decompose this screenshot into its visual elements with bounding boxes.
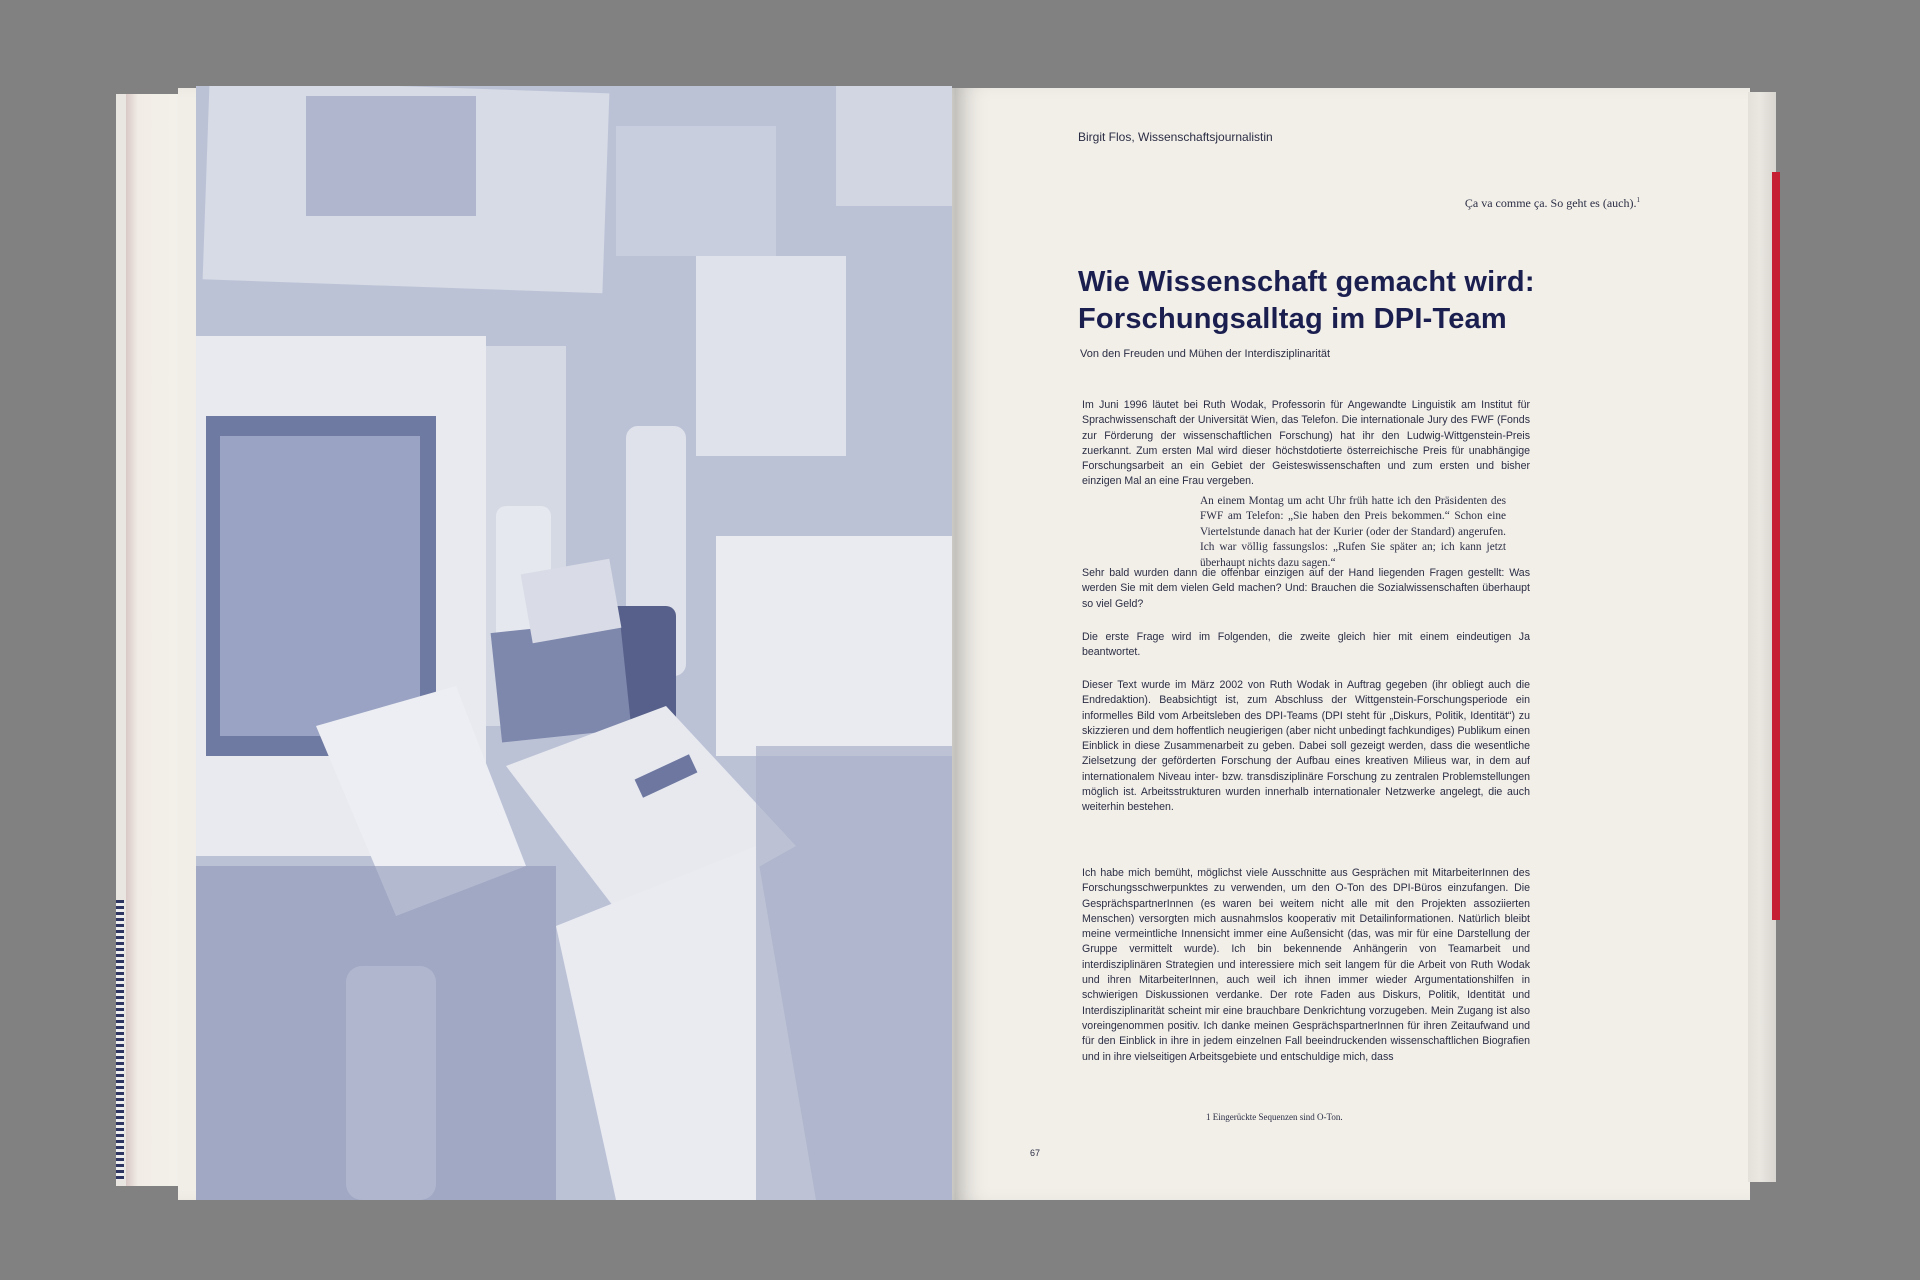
paragraph-method: Ich habe mich bemüht, möglichst viele Ausschnitte aus Gesprächen mit MitarbeiterInnen des Forschungsschwerpunktes zu verwenden, um den O-Ton des DPI-Büros einzufangen. Die GesprächspartnerInnen (es waren bei weitem nicht alle mit den Projekten assoziierten Menschen) versorgten mich ausnahmslos kooperativ mit Detailinformationen. Natürlich bleibt meine vermeintliche Innensicht immer eine Außensicht (das, was mir für eine Darstellung der Gruppe vermittelt wurde). Ich bin bekennende Anhängerin von Teamarbeit und interdisziplinären Strategien und interessiere mich seit langem für die Arbeit von Ruth Wodak und ihren MitarbeiterInnen, auch weil ich ihnen immer wieder Argumentationshilfen in schwierigen Diskussionen verdanke. Der rote Faden aus Diskurs, Politik, Identität und Interdisziplinarität scheint mir eine brauchbare Denkrichtung vorzugeben. Mein Zugang ist also voreingenommen positiv. Ich danke meinen GesprächspartnerInnen für ihren Zeitaufwand und für den Einblick in ihre in jedem einzelnen Fall beeindruckenden wissenschaftlichen Biografien und in ihre vielseitigen Arbeitsgebiete und entschuldige mich, dass bbox=[1082, 867, 1530, 1063]
epigraph-footnote-marker: 1 bbox=[1636, 196, 1640, 204]
paragraph-intro: Im Juni 1996 läutet bei Ruth Wodak, Professorin für Angewandte Linguistik am Institut für Sprachwissenschaft der Universität Wien, das Telefon. Die internationale Jury des FWF (Fonds zur Förderung der wissenschaftlichen Forschung) hat ihr den Ludwig-Wittgenstein-Preis zuerkannt. Zum ersten Mal wird dieser höchstdotierte österreichische Preis für unabhängige Forschungsarbeit an ein Gebiet der Geisteswissenschaften und zum ersten und bisher einzigen Mal an eine Frau vergeben. bbox=[1082, 399, 1530, 488]
article-subtitle: Von den Freuden und Mühen der Interdisziplinarität bbox=[1080, 348, 1331, 360]
title-line-2: Forschungsalltag im DPI-Team bbox=[1078, 303, 1507, 335]
indented-quote: An einem Montag um acht Uhr früh hatte ich den Präsidenten des FWF am Telefon: „Sie haben den Preis bekommen.“ Schon eine Viertelstunde danach hat der Kurier (oder der Standard) angerufen. Ich war völlig fassungslos: „Rufen Sie später an; ich kann jetzt überhaupt nichts dazu sagen.“ bbox=[1200, 495, 1506, 569]
paragraph-answer: Die erste Frage wird im Folgenden, die zweite gleich hier mit einem eindeutigen Ja beantwortet. bbox=[1082, 631, 1530, 659]
article-title bbox=[1078, 264, 1535, 338]
footnote: 1 Eingerückte Sequenzen sind O-Ton. bbox=[1206, 1112, 1343, 1122]
binding-edge bbox=[116, 900, 124, 1180]
desk-photo bbox=[196, 86, 952, 1200]
epigraph bbox=[1210, 196, 1640, 211]
title-line-1: Wie Wissenschaft gemacht wird: bbox=[1078, 266, 1535, 298]
page-number: 67 bbox=[1030, 1148, 1041, 1158]
red-page-tab bbox=[1772, 172, 1780, 920]
author-line: Birgit Flos, Wissenschaftsjournalistin bbox=[1078, 130, 1273, 144]
epigraph-text: Ça va comme ça. So geht es (auch). bbox=[1464, 196, 1637, 210]
paragraph-purpose: Dieser Text wurde im März 2002 von Ruth Wodak in Auftrag gegeben (ihr obliegt auch die Endredaktion). Beabsichtigt ist, zum Abschluss der Wittgenstein-Forschungsperiode ein informelles Bild vom Arbeitsleben des DPI-Teams (DPI steht für „Diskurs, Politik, Identität“) zu skizzieren und dem hoffentlich neugierigen (aber nicht unbedingt fachkundiges) Publikum einen Einblick in diese Zusammenarbeit zu geben. Dabei soll gezeigt werden, dass die wesentliche Zielsetzung der geförderten Forschung der Aufbau eines kreativen Milieus war, in dem auf internationalem Niveau inter- bzw. transdisziplinäre Forschung zu zentralen Problemstellungen möglich ist. Arbeitsstrukturen wurden innerhalb internationaler Netzwerke angelegt, die auch weiterhin bestehen. bbox=[1082, 679, 1530, 814]
paragraph-questions: Sehr bald wurden dann die offenbar einzigen auf der Hand liegenden Fragen gestellt: Was werden Sie mit dem vielen Geld machen? Und: Brauchen die Sozialwissenschaften überhaupt so viel Geld? bbox=[1082, 567, 1530, 610]
desk-photo-illustration bbox=[196, 86, 952, 1200]
